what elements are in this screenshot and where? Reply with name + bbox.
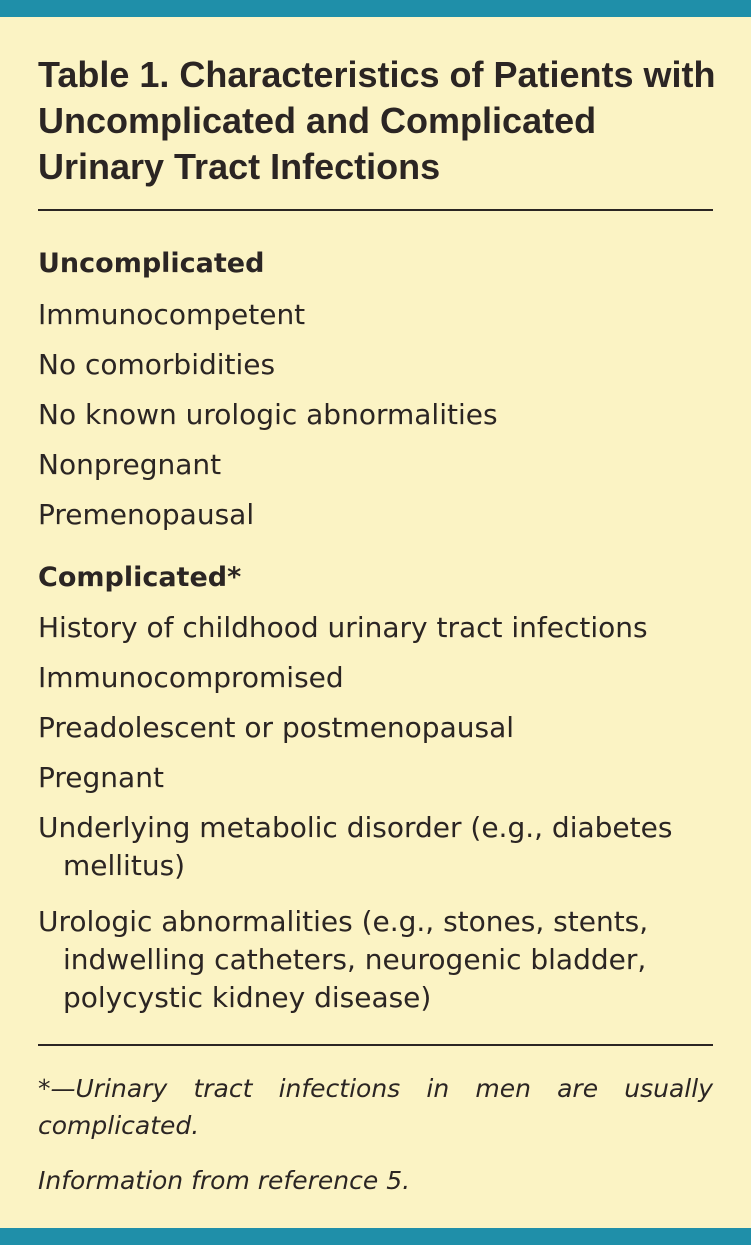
top-accent-bar xyxy=(0,0,751,17)
list-item: No known urologic abnormalities xyxy=(38,398,498,431)
list-item: Underlying metabolic disorder (e.g., diabetes mellitus) xyxy=(38,811,673,882)
list-item: History of childhood urinary tract infections xyxy=(38,611,648,644)
source-note: Information from reference 5. xyxy=(38,1166,411,1195)
title-divider xyxy=(38,209,713,211)
section-heading-complicated: Complicated* xyxy=(38,562,242,593)
list-item: Nonpregnant xyxy=(38,448,222,481)
list-item: Immunocompromised xyxy=(38,661,344,694)
table-title: Table 1. Characteristics of Patients with Uncomplicated and Complicated Urinary Tract Infections xyxy=(38,54,716,187)
list-item: Immunocompetent xyxy=(38,298,306,331)
footer-divider xyxy=(38,1044,713,1046)
list-item: Urologic abnormalities (e.g., stones, stents, indwelling catheters, neurogenic bladder, polycystic kidney disease) xyxy=(38,905,649,1014)
footnote: *—Urinary tract infections in men are usually complicated. xyxy=(38,1074,713,1140)
bottom-accent-bar xyxy=(0,1228,751,1245)
list-item: Premenopausal xyxy=(38,498,255,531)
list-item: Pregnant xyxy=(38,761,164,794)
list-item: Preadolescent or postmenopausal xyxy=(38,711,515,744)
section-heading-uncomplicated: Uncomplicated xyxy=(38,248,265,279)
list-item: No comorbidities xyxy=(38,348,276,381)
